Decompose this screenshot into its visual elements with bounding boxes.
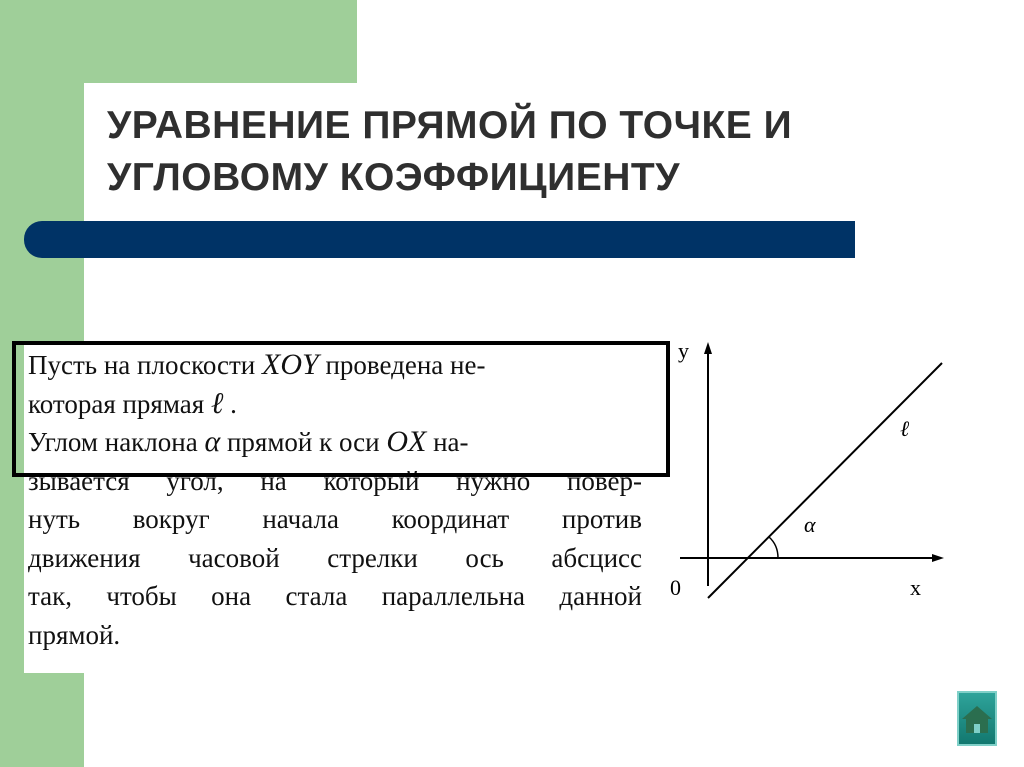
- highlight-box: [12, 341, 670, 477]
- angle-diagram: [660, 336, 960, 616]
- line-label: ℓ: [900, 416, 910, 441]
- definition-line-2: которая прямая ℓ .: [28, 386, 237, 420]
- angle-label: α: [804, 512, 816, 537]
- math-ell: ℓ: [210, 386, 224, 420]
- definition-line-4: зывается угол, на который нужно повер-: [28, 465, 642, 496]
- y-axis-arrow: [704, 342, 712, 354]
- angle-arc: [769, 537, 778, 558]
- math-xoy: XOY: [262, 348, 319, 381]
- x-axis-label: x: [910, 575, 921, 600]
- title-underline-bar: [24, 221, 855, 258]
- line-ell: [708, 363, 942, 598]
- origin-label: 0: [670, 575, 681, 600]
- definition-line-5: нуть вокруг начала координат против: [28, 504, 642, 534]
- math-alpha: α: [204, 425, 221, 458]
- title-line-1: УРАВНЕНИЕ ПРЯМОЙ ПО ТОЧКЕ И: [107, 104, 793, 147]
- x-axis-arrow: [932, 554, 944, 562]
- home-button[interactable]: [957, 691, 997, 746]
- slide-title: [107, 100, 907, 204]
- definition-line-7: так, чтобы она стала параллельна данной: [28, 581, 642, 611]
- definition-line-6: движения часовой стрелки ось абсцисс: [28, 542, 642, 573]
- y-axis-label: y: [678, 338, 689, 363]
- definition-line-3: Углом наклона α прямой к оси OX на-: [28, 425, 469, 458]
- home-icon: [959, 693, 995, 744]
- definition-line-1: Пусть на плоскости XOY проведена не-: [28, 348, 486, 381]
- math-ox: OX: [386, 425, 427, 458]
- title-line-2: УГЛОВОМУ КОЭФФИЦИЕНТУ: [107, 156, 680, 199]
- definition-line-8: прямой.: [28, 619, 121, 650]
